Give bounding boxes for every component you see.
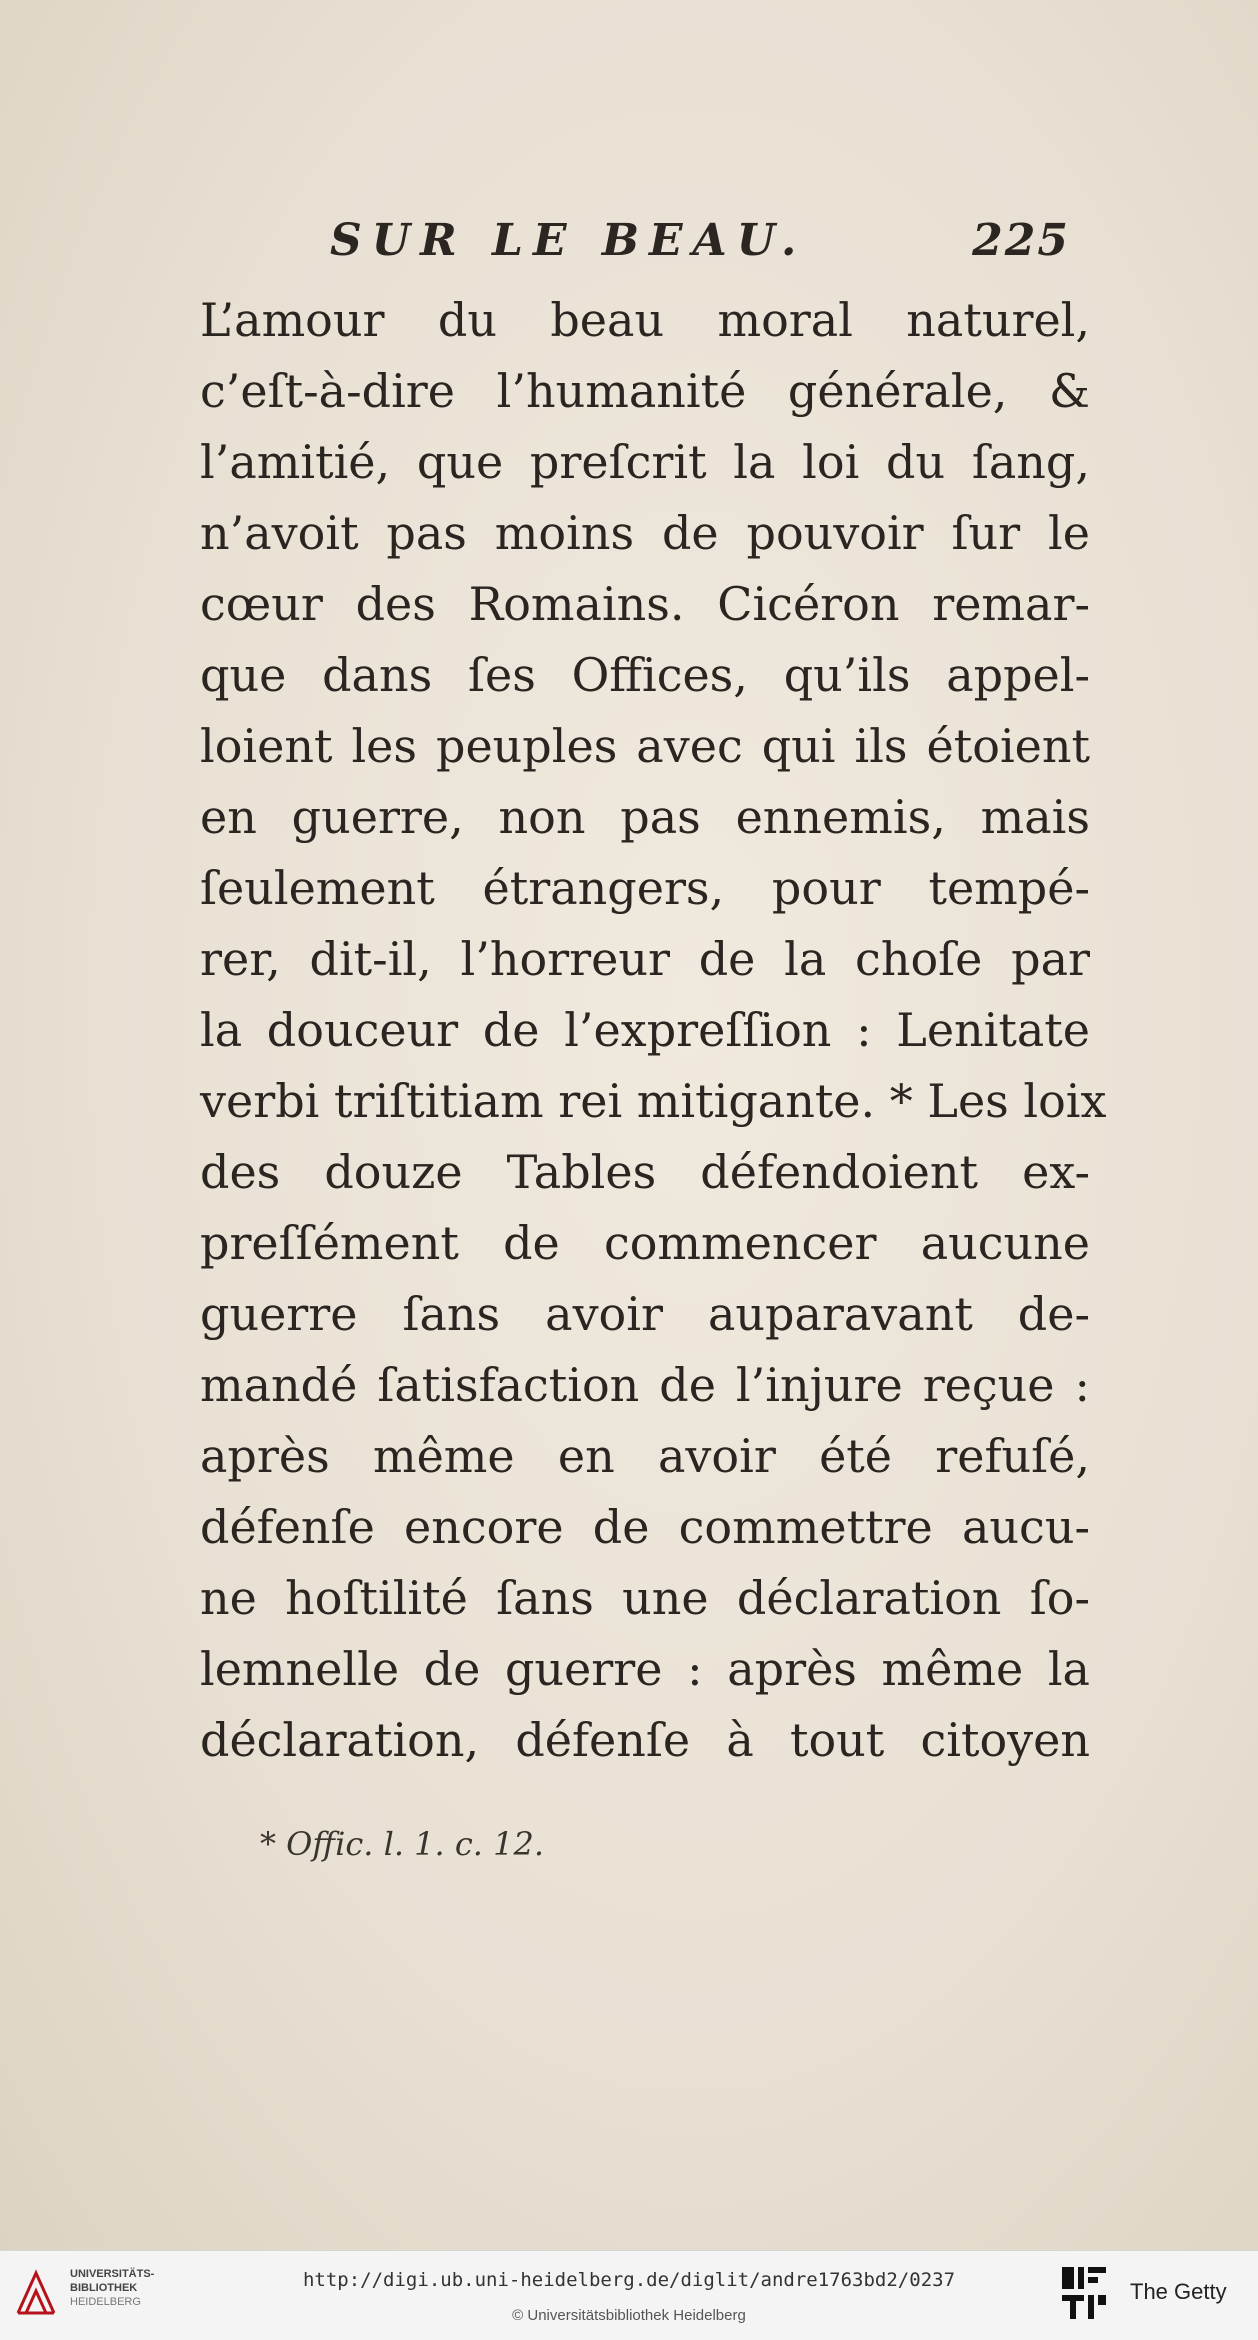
text-line: guerre ſans avoir auparavant de- — [200, 1287, 1090, 1341]
text-line: que dans ſes Offices, qu’ils appel- — [200, 648, 1090, 702]
partner-name: The Getty — [1130, 2279, 1227, 2304]
permalink-url[interactable]: http://digi.ub.uni-heidelberg.de/diglit/andre1763bd2/0237 — [302, 2269, 956, 2291]
text-line: l’amitié, que preſcrit la loi du ſang, — [200, 435, 1090, 489]
text-line: n’avoit pas moins de pouvoir ſur le — [200, 506, 1090, 560]
text-line: en guerre, non pas ennemis, mais — [200, 790, 1090, 844]
text-line: après même en avoir été refuſé, — [200, 1429, 1090, 1483]
page-number: 225 — [972, 215, 1070, 266]
running-header — [330, 215, 1090, 285]
text-line: rer, dit-il, l’horreur de la choſe par — [200, 932, 1090, 986]
text-line: lemnelle de guerre : après même la — [200, 1642, 1090, 1696]
text-line: des douze Tables défendoient ex- — [200, 1145, 1090, 1199]
footnote: * Offic. l. 1. c. 12. — [260, 1825, 545, 1863]
library-name-line: HEIDELBERG — [70, 2296, 141, 2308]
text-line: mandé ſatisfaction de l’injure reçue : — [200, 1358, 1090, 1412]
text-line: preſſément de commencer aucune — [200, 1216, 1090, 1270]
library-name-line: BIBLIOTHEK — [70, 2282, 138, 2294]
copyright-notice: © Universitätsbibliothek Heidelberg — [512, 2307, 746, 2324]
text-line: défenſe encore de commettre aucu- — [200, 1500, 1090, 1554]
getty-logo-icon — [1058, 2263, 1112, 2323]
text-line: verbi triſtitiam rei mitigante. * Les loix — [200, 1074, 1107, 1128]
running-title: SUR LE BEAU. — [330, 215, 807, 266]
viewer-footer — [0, 2250, 1258, 2340]
body-text — [200, 285, 1107, 1776]
text-line: la douceur de l’expreſſion : Lenitate — [200, 1003, 1090, 1057]
text-line: cœur des Romains. Cicéron remar- — [200, 577, 1090, 631]
library-name-line: UNIVERSITÄTS- — [70, 2268, 155, 2280]
text-line: ne hoſtilité ſans une déclaration ſo- — [200, 1571, 1090, 1625]
text-line: L’amour du beau moral naturel, — [200, 293, 1090, 347]
text-line: ſeulement étrangers, pour tempé- — [200, 861, 1090, 915]
text-line: déclaration, défenſe à tout citoyen — [200, 1713, 1090, 1767]
text-line: c’eſt-à-dire l’humanité générale, & — [200, 364, 1090, 418]
text-line: loient les peuples avec qui ils étoient — [200, 719, 1090, 773]
